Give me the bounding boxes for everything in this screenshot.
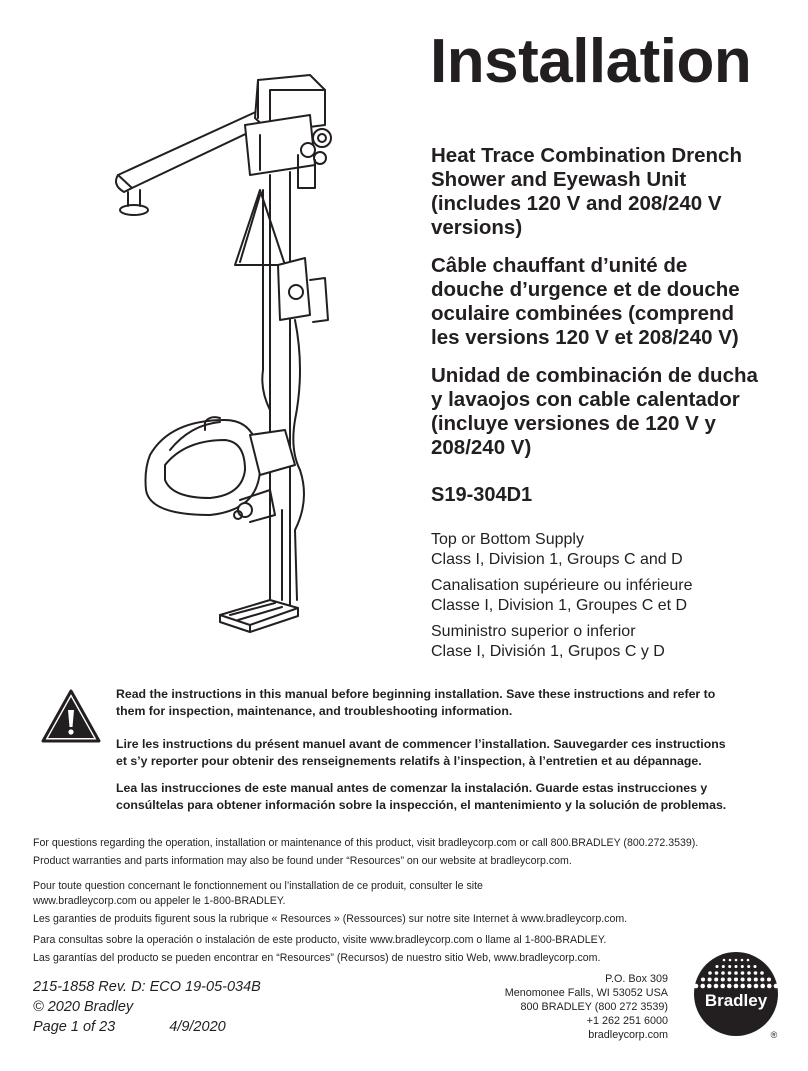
title-line: (includes 120 V and 208/240 V bbox=[431, 192, 722, 215]
info-line: Les garanties de produits figurent sous la rubrique « Resources » (Ressources) sur notre site Internet à www.bradleycorp.com. bbox=[33, 913, 628, 925]
logo-spray-dot bbox=[747, 959, 750, 962]
title-line: Heat Trace Combination Drench bbox=[431, 144, 742, 167]
page-and-date bbox=[33, 1017, 261, 1037]
logo-spray-dot bbox=[747, 971, 751, 975]
title-line: oculaire combinées (comprend bbox=[431, 302, 735, 325]
supply-line: Classe I, Division 1, Groupes C et D bbox=[431, 597, 688, 614]
address-line: Menomonee Falls, WI 53052 USA bbox=[504, 987, 668, 999]
logo-spray-dot bbox=[701, 977, 705, 981]
logo-spray-dot bbox=[760, 984, 765, 989]
address-block bbox=[505, 972, 668, 1042]
title-french bbox=[431, 254, 791, 350]
title-line: versions) bbox=[431, 216, 523, 239]
info-line: www.bradleycorp.com ou appeler le 1-800-BRADLEY. bbox=[33, 895, 286, 907]
logo-spray-dot bbox=[760, 977, 764, 981]
page-title: Installation bbox=[430, 27, 752, 96]
logo-spray-dot bbox=[729, 959, 732, 962]
logo-spray-dot bbox=[700, 984, 705, 989]
logo-spray-dot bbox=[767, 984, 772, 989]
logo-spray-dot bbox=[754, 984, 759, 989]
logo-spray-dot bbox=[747, 965, 750, 968]
product-illustration bbox=[110, 70, 350, 645]
supply-line: Canalisation supérieure ou inférieure bbox=[431, 577, 693, 594]
logo-spray-dot bbox=[734, 971, 738, 975]
supply-line: Suministro superior o inferior bbox=[431, 623, 636, 640]
title-line: douche d’urgence et de douche bbox=[431, 278, 740, 301]
logo-spray-dot bbox=[754, 977, 758, 981]
warning-line: Lire les instructions du présent manuel avant de commencer l’installation. Sauvegarder ces instructions bbox=[116, 737, 726, 751]
bradley-logo bbox=[692, 950, 780, 1040]
info-french bbox=[33, 879, 773, 927]
registered-mark: ® bbox=[770, 1030, 778, 1040]
logo-spray-dot bbox=[721, 977, 725, 981]
copyright: © 2020 Bradley bbox=[33, 999, 134, 1015]
logo-spray-dot bbox=[734, 977, 738, 981]
address-line: P.O. Box 309 bbox=[605, 973, 668, 985]
info-english bbox=[33, 836, 773, 869]
logo-spray-dot bbox=[747, 984, 752, 989]
logo-spray-dot bbox=[728, 971, 732, 975]
logo-spray-dot bbox=[741, 965, 744, 968]
logo-spray-dot bbox=[694, 984, 699, 989]
warning-line: them for inspection, maintenance, and troubleshooting information. bbox=[116, 704, 513, 718]
supply-line: Clase I, División 1, Grupos C y D bbox=[431, 643, 665, 660]
title-line: 208/240 V) bbox=[431, 436, 532, 459]
logo-spray-dot bbox=[708, 971, 712, 975]
logo-spray-dot bbox=[714, 984, 719, 989]
supply-line: Top or Bottom Supply bbox=[431, 531, 584, 548]
logo-spray-dot bbox=[721, 971, 725, 975]
logo-spray-dot bbox=[734, 984, 739, 989]
supply-line: Class I, Division 1, Groups C and D bbox=[431, 551, 683, 568]
logo-spray-dot bbox=[774, 984, 779, 989]
title-line: les versions 120 V et 208/240 V) bbox=[431, 326, 739, 349]
model-number: S19-304D1 bbox=[431, 484, 533, 506]
address-line: bradleycorp.com bbox=[588, 1029, 668, 1041]
title-line: y lavaojos con cable calentador bbox=[431, 388, 740, 411]
warning-french bbox=[116, 736, 766, 770]
warning-line: Read the instructions in this manual before beginning installation. Save these instructions and refer to bbox=[116, 687, 716, 701]
title-line: Câble chauffant d’unité de bbox=[431, 254, 688, 277]
address-line: +1 262 251 6000 bbox=[586, 1015, 668, 1027]
page-number: Page 1 of 23 bbox=[33, 1019, 116, 1035]
logo-spray-dot bbox=[715, 965, 718, 968]
logo-spray-dot bbox=[754, 971, 758, 975]
warning-english bbox=[116, 686, 766, 720]
document-info bbox=[33, 977, 261, 1037]
logo-spray-dot bbox=[722, 965, 725, 968]
info-spanish bbox=[33, 933, 773, 966]
supply-english bbox=[431, 530, 791, 570]
logo-spray-dot bbox=[747, 977, 751, 981]
logo-spray-dot bbox=[715, 971, 719, 975]
doc-number: 215-1858 Rev. D: ECO 19-05-034B bbox=[33, 979, 261, 995]
info-line: Product warranties and parts information may also be found under “Resources” on our website at bradleycorp.com. bbox=[33, 855, 572, 867]
logo-spray-dot bbox=[727, 977, 731, 981]
doc-date: 4/9/2020 bbox=[169, 1019, 226, 1035]
logo-spray-dot bbox=[720, 984, 725, 989]
logo-spray-dot bbox=[741, 977, 745, 981]
logo-spray-dot bbox=[735, 959, 738, 962]
info-line: Las garantías del producto se pueden encontrar en “Resources” (Recursos) de nuestro sitio Web, www.bradleycorp.com. bbox=[33, 952, 601, 964]
warning-spanish bbox=[116, 780, 766, 814]
logo-spray-dot bbox=[708, 977, 712, 981]
warning-line: consúltelas para obtener información sobre la inspección, el mantenimiento y la solución de problemas. bbox=[116, 798, 727, 812]
info-line: Pour toute question concernant le fonctionnement ou l’installation de ce produit, consulter le site bbox=[33, 880, 483, 892]
info-line: For questions regarding the operation, installation or maintenance of this product, visit bradleycorp.com or call 800.BRADLEY (800.272.3539). bbox=[33, 837, 699, 849]
warning-icon bbox=[40, 688, 102, 744]
title-line: Unidad de combinación de ducha bbox=[431, 364, 758, 387]
logo-spray-dot bbox=[760, 971, 764, 975]
logo-spray-dot bbox=[707, 984, 712, 989]
supply-french bbox=[431, 576, 791, 616]
logo-spray-dot bbox=[740, 984, 745, 989]
title-english bbox=[431, 144, 791, 240]
logo-spray-dot bbox=[741, 971, 745, 975]
address-line: 800 BRADLEY (800 272 3539) bbox=[520, 1001, 668, 1013]
warning-line: et s’y reporter pour obtenir des renseignements relatifs à l’inspection, à l’entretien et au dépannage. bbox=[116, 754, 702, 768]
logo-spray-dot bbox=[767, 977, 771, 981]
supply-spanish bbox=[431, 622, 791, 662]
title-spanish bbox=[431, 364, 791, 460]
title-line: (incluye versiones de 120 V y bbox=[431, 412, 716, 435]
logo-spray-dot bbox=[727, 984, 732, 989]
logo-spray-dot bbox=[734, 965, 737, 968]
logo-spray-dot bbox=[723, 959, 726, 962]
logo-spray-dot bbox=[714, 977, 718, 981]
logo-spray-dot bbox=[753, 965, 756, 968]
title-line: Shower and Eyewash Unit bbox=[431, 168, 687, 191]
logo-spray-dot bbox=[728, 965, 731, 968]
warning-line: Lea las instrucciones de este manual antes de comenzar la instalación. Guarde estas instrucciones y bbox=[116, 781, 708, 795]
logo-text: Bradley bbox=[704, 991, 768, 1010]
info-line: Para consultas sobre la operación o instalación de este producto, visite www.bradleycorp.com o llame al 1-800-BRADLEY. bbox=[33, 934, 607, 946]
logo-spray-dot bbox=[741, 959, 744, 962]
